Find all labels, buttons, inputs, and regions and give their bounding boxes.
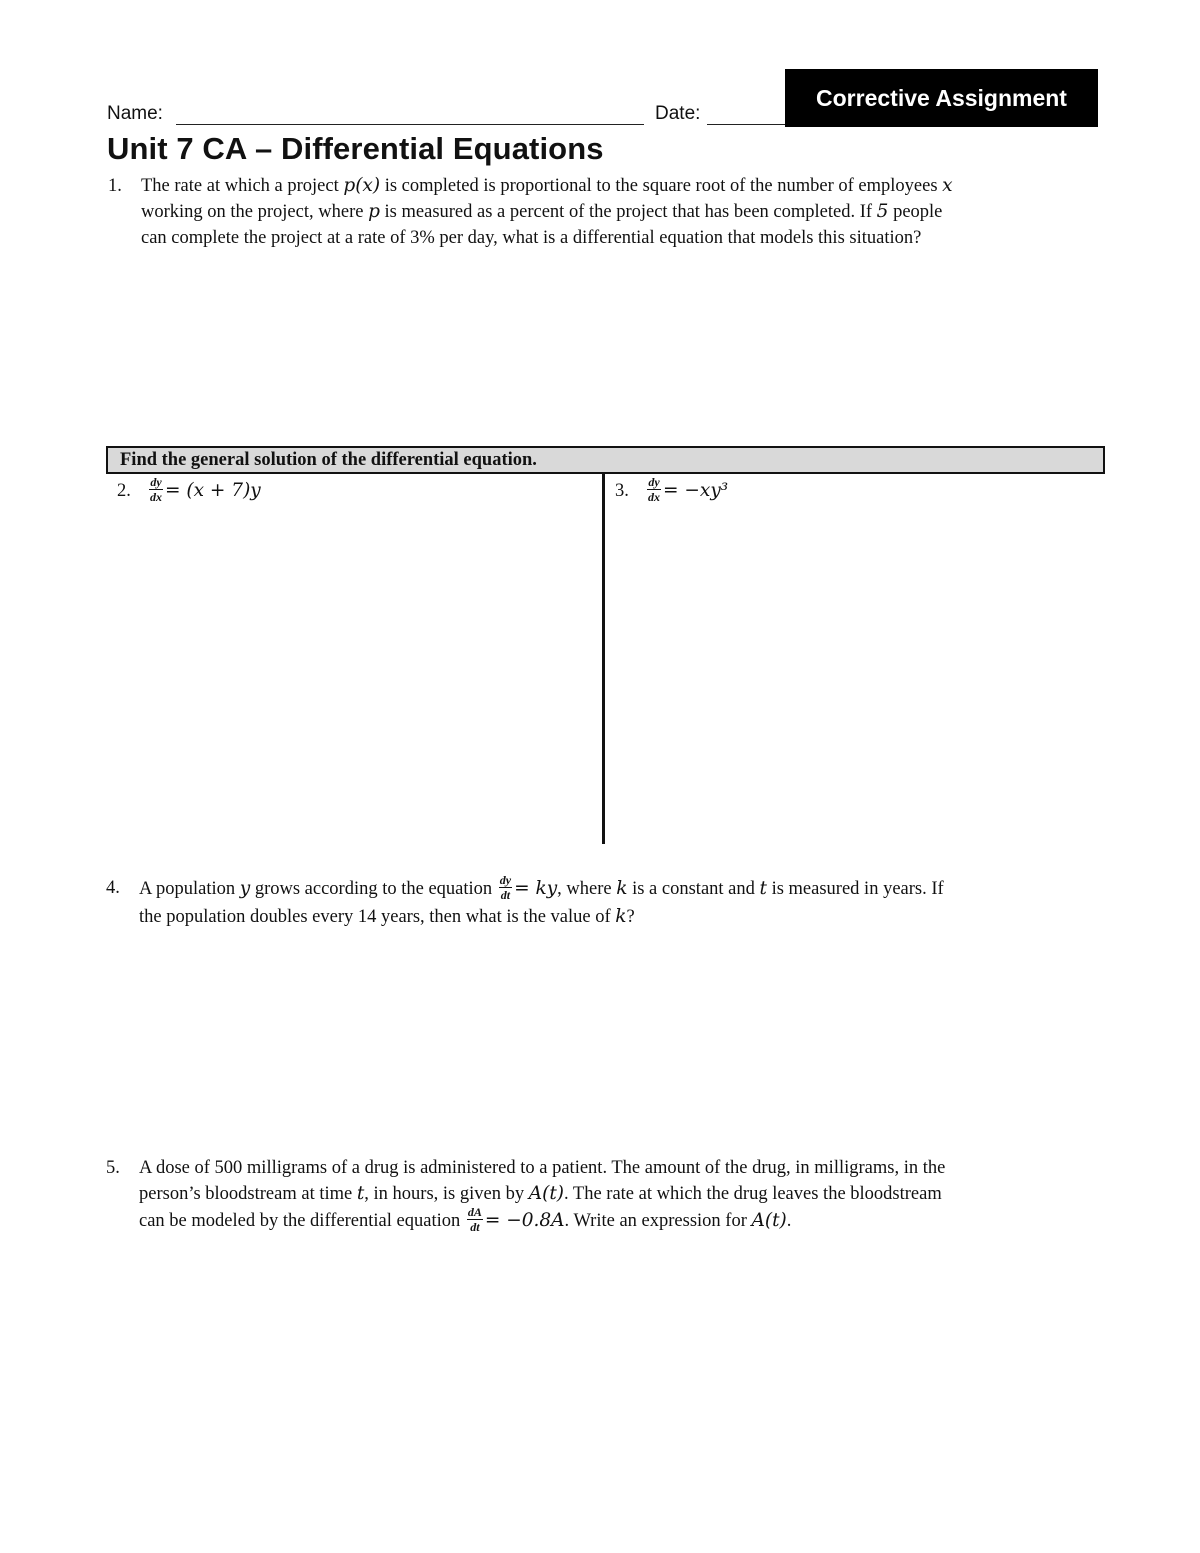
- fraction-denominator: dt: [470, 1220, 480, 1234]
- fraction-denominator: dt: [500, 888, 511, 902]
- question-text: [139, 875, 944, 930]
- text-run: is a constant and: [627, 878, 760, 899]
- text-run: the population doubles every 14 years, then what is the value of: [139, 907, 616, 927]
- name-label: Name:: [107, 103, 163, 124]
- text-run: is measured as a percent of the project that has been completed. If: [379, 202, 877, 222]
- text-run: , in hours, is given by: [364, 1184, 529, 1204]
- question-3: [615, 477, 728, 506]
- table-header-text: Find the general solution of the differential equation.: [120, 450, 537, 470]
- fraction-numerator: dy: [150, 475, 162, 489]
- question-line: [139, 1207, 945, 1236]
- fraction: [499, 873, 512, 902]
- text-run: can be modeled by the differential equation: [139, 1210, 465, 1231]
- question-number: 5.: [106, 1158, 120, 1178]
- math-expression: t: [356, 1183, 365, 1204]
- fraction-numerator: dy: [648, 475, 660, 489]
- question-number: 1.: [108, 176, 122, 196]
- math-expression: t: [759, 877, 767, 899]
- math-expression: x: [942, 175, 953, 196]
- header-row: [107, 100, 787, 130]
- question-number: 3.: [615, 480, 629, 501]
- text-run: ?: [626, 907, 635, 927]
- fraction: [149, 475, 163, 504]
- text-run: working on the project, where: [141, 202, 369, 222]
- math-expression: p: [368, 201, 380, 222]
- date-label: Date:: [655, 103, 701, 124]
- question-text: [139, 1155, 945, 1236]
- question-line: A dose of 500 milligrams of a drug is administered to a patient. The amount of the drug, in milligrams, in the: [139, 1158, 946, 1178]
- question-number: 4.: [106, 878, 120, 898]
- math-expression: A(t): [751, 1209, 787, 1231]
- table-header: [106, 446, 1105, 474]
- question-2: [117, 477, 261, 506]
- fraction-numerator: dA: [467, 1205, 482, 1219]
- question-line: [141, 173, 953, 199]
- text-run: .: [786, 1210, 792, 1231]
- text-run: The rate at which a project: [141, 176, 344, 196]
- question-line: can complete the project at a rate of 3% per day, what is a differential equation that models this situation?: [141, 228, 922, 248]
- text-run: is measured in years. If: [766, 878, 944, 899]
- math-expression: = (x + 7)y: [165, 479, 261, 501]
- math-expression: 5: [876, 201, 889, 222]
- fraction: [647, 475, 661, 504]
- question-number: 2.: [117, 480, 131, 501]
- math-expression: A(t): [528, 1183, 564, 1204]
- fraction: [467, 1205, 483, 1234]
- text-run: . Write an expression for: [564, 1210, 752, 1231]
- text-run: A population: [139, 878, 240, 899]
- math-expression: p(x): [343, 175, 381, 196]
- math-expression: = ky: [514, 877, 558, 899]
- text-run: , where: [557, 878, 617, 899]
- question-line: [139, 875, 944, 904]
- question-line: [139, 904, 944, 930]
- math-expression: = −xy³: [663, 479, 729, 501]
- question-text: [141, 173, 953, 251]
- fraction-numerator: dy: [499, 873, 512, 887]
- question-line: [141, 199, 953, 225]
- table-divider: [602, 472, 605, 844]
- name-field-line[interactable]: [176, 124, 644, 125]
- text-run: . The rate at which the drug leaves the bloodstream: [563, 1184, 942, 1204]
- text-run: is completed is proportional to the square root of the number of employees: [380, 176, 943, 196]
- text-run: people: [888, 202, 943, 222]
- math-expression: k: [616, 877, 628, 899]
- fraction-denominator: dx: [648, 490, 660, 504]
- page-title: Unit 7 CA – Differential Equations: [107, 131, 604, 166]
- text-run: person’s bloodstream at time: [139, 1184, 357, 1204]
- fraction-denominator: dx: [150, 490, 162, 504]
- math-expression: y: [239, 877, 251, 899]
- corrective-assignment-badge: Corrective Assignment: [785, 69, 1098, 127]
- math-expression: k: [615, 906, 627, 927]
- text-run: grows according to the equation: [250, 878, 497, 899]
- math-expression: = −0.8A: [484, 1209, 565, 1231]
- question-line: [139, 1181, 945, 1207]
